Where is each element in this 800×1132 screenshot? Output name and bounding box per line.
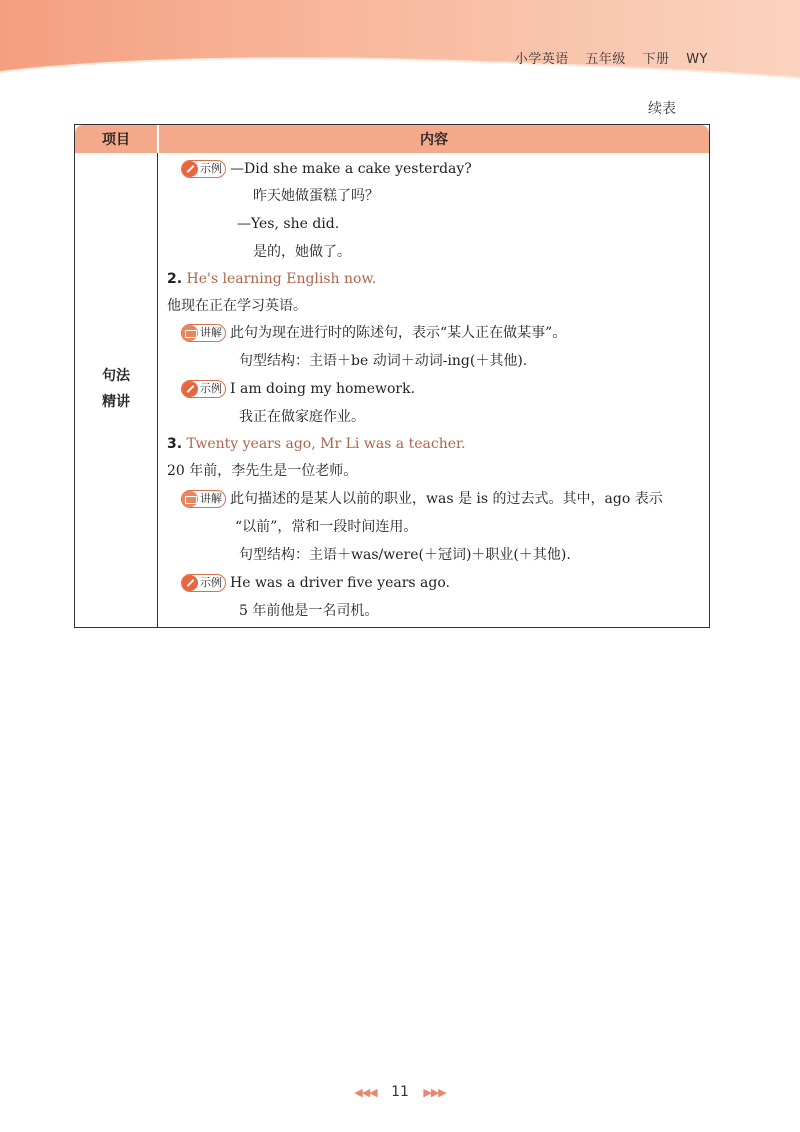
page-number: 11 (391, 1084, 409, 1100)
header-band (0, 0, 800, 90)
explain-badge (181, 490, 226, 508)
explain-text: 此句为现在进行时的陈述句，表示“某人正在做某事”。 (230, 325, 567, 341)
sentence-english: He's learning English now. (186, 271, 377, 287)
right-arrows-icon: ▶▶▶ (423, 1086, 446, 1099)
continued-label: 续表 (648, 101, 676, 117)
example-badge (181, 160, 226, 178)
explain-continuation: “以前”，常和一段时间连用。 (235, 519, 418, 535)
example-answer-translation: 是的，她做了。 (253, 244, 351, 260)
header-edition: WY (686, 52, 708, 67)
row-label (75, 363, 157, 415)
badge-label: 示例 (200, 576, 222, 589)
example-text: —Did she make a cake yesterday? (230, 161, 472, 177)
badge-label: 讲解 (200, 492, 222, 505)
header-subject: 小学英语 (514, 52, 569, 67)
sentence-number: 2. (167, 271, 183, 287)
explain-line (181, 323, 566, 343)
sentence-structure: 句型结构：主语＋be 动词＋动词-ing(＋其他). (239, 353, 528, 369)
example-badge (181, 380, 226, 398)
sentence-number: 3. (167, 436, 183, 452)
book-icon (182, 491, 198, 507)
example-line (181, 573, 450, 593)
example-text: He was a driver five years ago. (230, 575, 450, 591)
example-line (181, 159, 472, 179)
sentence-translation: 20 年前，李先生是一位老师。 (167, 463, 358, 479)
table-header-row (75, 125, 709, 153)
example-answer: —Yes, she did. (237, 216, 340, 232)
sentence-2 (167, 269, 376, 289)
left-arrows-icon: ◀◀◀ (354, 1086, 377, 1099)
sentence-translation: 他现在正在学习英语。 (167, 298, 307, 314)
example-translation: 昨天她做蛋糕了吗？ (253, 188, 379, 204)
column-header-content: 内容 (159, 125, 709, 153)
pencil-icon (182, 161, 198, 177)
column-divider (157, 153, 158, 627)
badge-label: 示例 (200, 162, 222, 175)
row-label-line2: 精讲 (102, 394, 130, 410)
example-text: I am doing my homework. (230, 381, 416, 397)
explain-badge (181, 324, 226, 342)
pencil-icon (182, 575, 198, 591)
row-label-line1: 句法 (102, 368, 130, 384)
page-footer (0, 1084, 800, 1100)
header-info (503, 48, 708, 67)
sentence-3 (167, 434, 466, 454)
example-translation: 5 年前他是一名司机。 (239, 603, 379, 619)
example-line (181, 379, 415, 399)
header-grade: 五年级 (585, 52, 626, 67)
explain-line (181, 489, 663, 509)
header-term: 下册 (642, 52, 670, 67)
example-translation: 我正在做家庭作业。 (239, 409, 365, 425)
pencil-icon (182, 381, 198, 397)
book-icon (182, 325, 198, 341)
sentence-english: Twenty years ago, Mr Li was a teacher. (186, 436, 466, 452)
badge-label: 示例 (200, 382, 222, 395)
sentence-structure: 句型结构：主语＋was/were(＋冠词)＋职业(＋其他). (239, 547, 571, 563)
explain-text: 此句描述的是某人以前的职业，was 是 is 的过去式。其中，ago 表示 (230, 491, 663, 507)
column-header-item: 项目 (75, 125, 157, 153)
grammar-table (74, 124, 710, 628)
badge-label: 讲解 (200, 326, 222, 339)
example-badge (181, 574, 226, 592)
